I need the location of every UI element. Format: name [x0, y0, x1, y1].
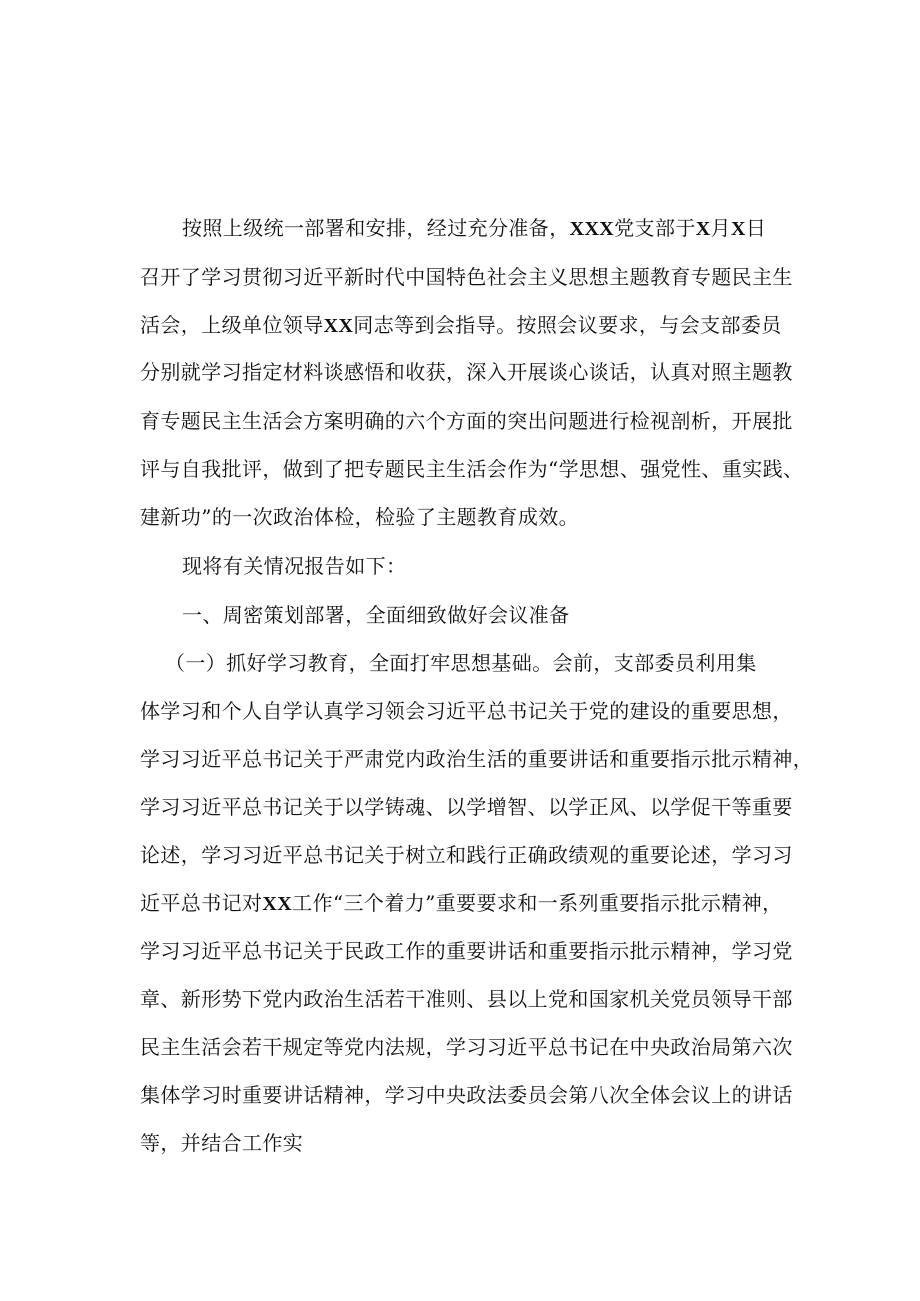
- text-line: 学习习近平总书记关于民政工作的重要讲话和重要指示批示精神，学习党: [140, 939, 793, 963]
- text-line: 章、新形势下党内政治生活若干准则、县以上党和国家机关党员领导干部: [140, 987, 793, 1011]
- text-line: 育专题民主生活会方案明确的六个方面的突出问题进行检视剖析，开展批: [140, 409, 793, 433]
- text-line: 活会，上级单位领导XX同志等到会指导。按照会议要求，与会支部委员: [140, 313, 782, 337]
- text-line: 评与自我批评，做到了把专题民主生活会作为“学思想、强党性、重实践、: [140, 457, 804, 481]
- text-line: 民主生活会若干规定等党内法规，学习习近平总书记在中央政治局第六次: [140, 1035, 793, 1059]
- text-line: 按照上级统一部署和安排，经过充分准备，XXX党支部于X月X日: [182, 216, 767, 240]
- report-intro: 现将有关情况报告如下：: [182, 554, 407, 578]
- text-line: （一）抓好学习教育，全面打牢思想基础。会前，支部委员利用集: [165, 651, 757, 675]
- text-line: 等，并结合工作实: [140, 1131, 304, 1155]
- text-line: 分别就学习指定材料谈感悟和收获，深入开展谈心谈话，认真对照主题教: [140, 360, 793, 384]
- text-line: 近平总书记对XX工作“三个着力”重要要求和一系列重要指示批示精神，: [140, 891, 783, 915]
- text-line: 召开了学习贯彻习近平新时代中国特色社会主义思想主题教育专题民主生: [140, 265, 793, 289]
- text-line: 集体学习时重要讲话精神，学习中央政法委员会第八次全体会议上的讲话: [140, 1083, 793, 1107]
- text-line: 建新功”的一次政治体检，检验了主题教育成效。: [140, 505, 580, 529]
- text-line: 学习习近平总书记关于以学铸魂、以学增智、以学正风、以学促干等重要: [140, 795, 793, 819]
- text-line: 论述，学习习近平总书记关于树立和践行正确政绩观的重要论述，学习习: [140, 843, 793, 867]
- text-line: 体学习和个人自学认真学习领会习近平总书记关于党的建设的重要思想，: [140, 699, 793, 723]
- text-line: 学习习近平总书记关于严肃党内政治生活的重要讲话和重要指示批示精神，: [140, 747, 814, 771]
- section-heading: 一、周密策划部署，全面细致做好会议准备: [182, 603, 570, 627]
